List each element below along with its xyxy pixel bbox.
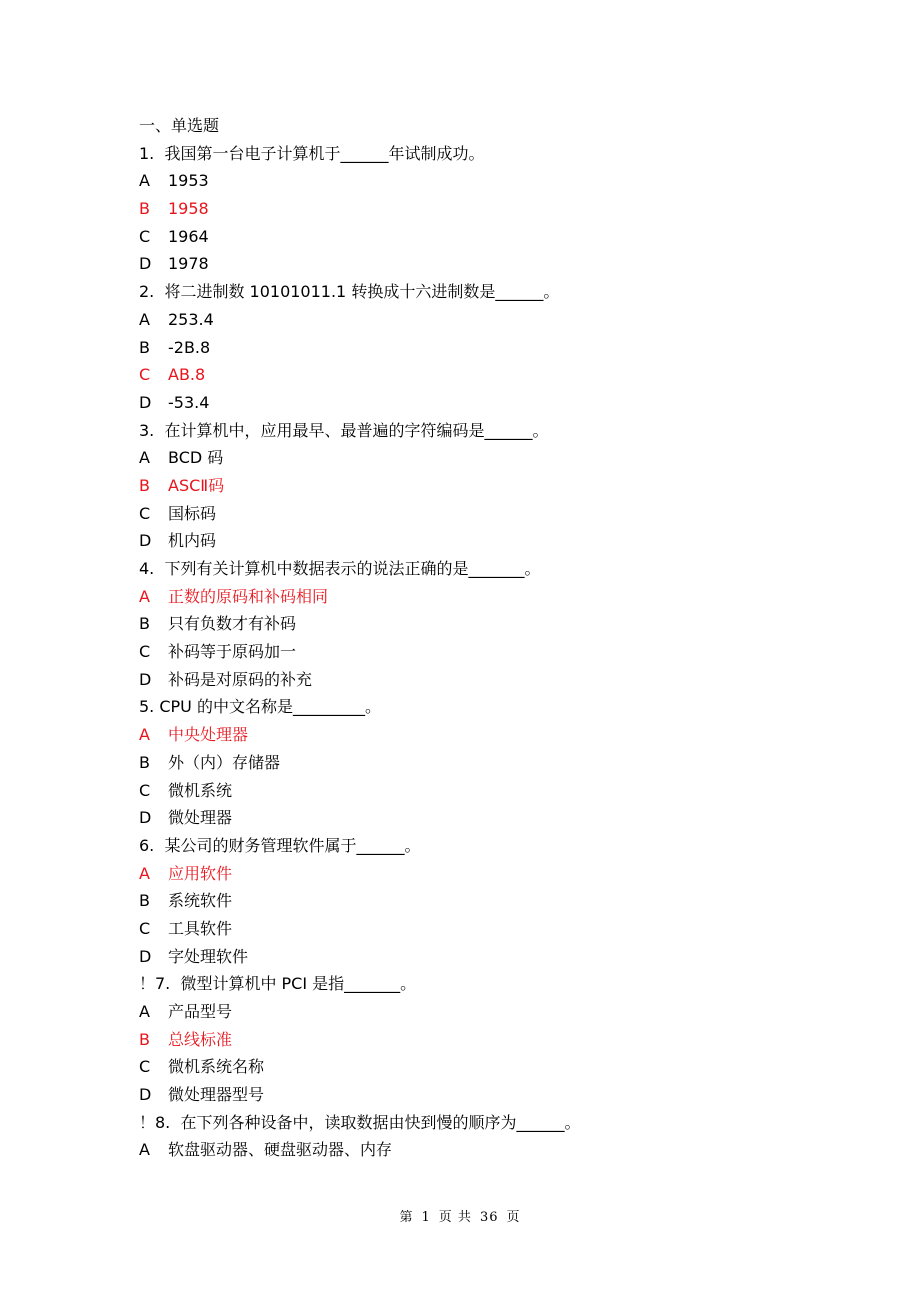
option-text: 字处理软件 (168, 946, 249, 966)
option-letter: B (139, 1029, 150, 1049)
page-footer (0, 1206, 920, 1225)
option-text: 253.4 (168, 309, 214, 329)
option-text: 1964 (168, 226, 209, 246)
option-text: 微处理器 (168, 808, 233, 828)
option (139, 804, 839, 832)
option-text: 总线标准 (168, 1029, 233, 1049)
option-text: 外（内）存储器 (168, 752, 281, 772)
current-page-number: 1 (421, 1210, 431, 1225)
option-text: 只有负数才有补码 (168, 614, 297, 634)
question-stem: 2. 将二进制数 10101011.1 转换成十六进制数是______。 (139, 282, 560, 302)
option (139, 887, 839, 915)
option-text: 国标码 (168, 503, 217, 523)
option-letter: A (139, 171, 150, 191)
option-correct (139, 860, 839, 888)
option-letter: A (139, 309, 150, 329)
option-letter: C (139, 1057, 151, 1077)
option-letter: A (139, 1002, 150, 1021)
option (139, 334, 839, 362)
total-pages-number: 36 (479, 1210, 499, 1225)
option (139, 610, 839, 638)
option-correct (139, 1026, 839, 1054)
option-text: 正数的原码和补码相同 (168, 586, 329, 606)
option-letter: B (139, 337, 150, 357)
option (139, 1053, 839, 1081)
option-text: -53.4 (168, 392, 210, 412)
option (139, 500, 839, 528)
question-stem: 1. 我国第一台电子计算机于______年试制成功。 (139, 143, 485, 163)
option-correct (139, 721, 839, 749)
option (139, 943, 839, 971)
option (139, 250, 839, 278)
option-text: 微机系统名称 (168, 1057, 265, 1077)
option-letter: D (139, 254, 152, 274)
option-text: AB.8 (168, 365, 206, 385)
option (139, 223, 839, 251)
option-text: 微机系统 (168, 780, 233, 800)
option-letter: B (139, 891, 150, 911)
option-letter: D (139, 392, 152, 412)
option-letter: C (139, 365, 151, 385)
option-letter: C (139, 503, 151, 523)
option-text: 1953 (168, 171, 209, 191)
question-stem: 3. 在计算机中，应用最早、最普遍的字符编码是______。 (139, 420, 549, 440)
question-stem: 6. 某公司的财务管理软件属于______。 (139, 835, 421, 855)
option-letter: B (139, 752, 150, 772)
option-letter: A (139, 725, 150, 745)
option (139, 1081, 839, 1109)
footer-prefix: 第 (399, 1210, 414, 1225)
option-letter: D (139, 808, 152, 828)
question-stem: 5. CPU 的中文名称是_________。 (139, 697, 381, 717)
option-text: 软盘驱动器、硬盘驱动器、内存 (168, 1140, 393, 1160)
option-letter: D (139, 1085, 152, 1105)
option-correct (139, 583, 839, 611)
option-text: ASCⅡ码 (168, 475, 225, 495)
question-list (139, 112, 839, 1164)
option-letter: A (139, 1140, 150, 1160)
option (139, 666, 839, 694)
option-text: 1958 (168, 199, 209, 219)
option-correct (139, 472, 839, 500)
option (139, 777, 839, 805)
option-letter: C (139, 780, 151, 800)
question-stem: ！7. 微型计算机中 PCI 是指_______。 (139, 974, 417, 994)
section-title: 一、单选题 (139, 116, 220, 135)
option (139, 749, 839, 777)
option-letter: B (139, 475, 150, 495)
option-text: 补码是对原码的补充 (168, 669, 313, 689)
option-letter: A (139, 863, 150, 883)
option-text: 1978 (168, 254, 209, 274)
option (139, 389, 839, 417)
option-letter: C (139, 226, 151, 246)
option-text: 系统软件 (168, 891, 233, 911)
footer-middle: 页 共 (438, 1210, 472, 1225)
option-letter: A (139, 448, 150, 468)
option-letter: C (139, 918, 151, 938)
option (139, 306, 839, 334)
option (139, 638, 839, 666)
option (139, 998, 839, 1026)
footer-suffix: 页 (506, 1210, 521, 1225)
question-stem: ！8. 在下列各种设备中，读取数据由快到慢的顺序为______。 (139, 1112, 581, 1132)
option (139, 444, 839, 472)
option-text: 机内码 (168, 531, 217, 551)
question-stem: 4. 下列有关计算机中数据表示的说法正确的是_______。 (139, 559, 541, 578)
option-text: BCD 码 (168, 448, 224, 468)
option-text: 产品型号 (168, 1002, 233, 1021)
option-letter: D (139, 531, 152, 551)
option-letter: A (139, 586, 150, 606)
option (139, 1136, 839, 1164)
option (139, 915, 839, 943)
option-text: -2B.8 (168, 337, 211, 357)
option-text: 微处理器型号 (168, 1085, 265, 1105)
option (139, 527, 839, 555)
option (139, 167, 839, 195)
option-text: 补码等于原码加一 (168, 642, 297, 662)
option-correct (139, 361, 839, 389)
option-text: 工具软件 (168, 918, 233, 938)
option-letter: C (139, 642, 151, 662)
option-correct (139, 195, 839, 223)
option-letter: D (139, 669, 152, 689)
option-text: 中央处理器 (168, 725, 249, 745)
option-letter: B (139, 199, 150, 219)
option-letter: B (139, 614, 150, 634)
option-text: 应用软件 (168, 863, 233, 883)
option-letter: D (139, 946, 152, 966)
